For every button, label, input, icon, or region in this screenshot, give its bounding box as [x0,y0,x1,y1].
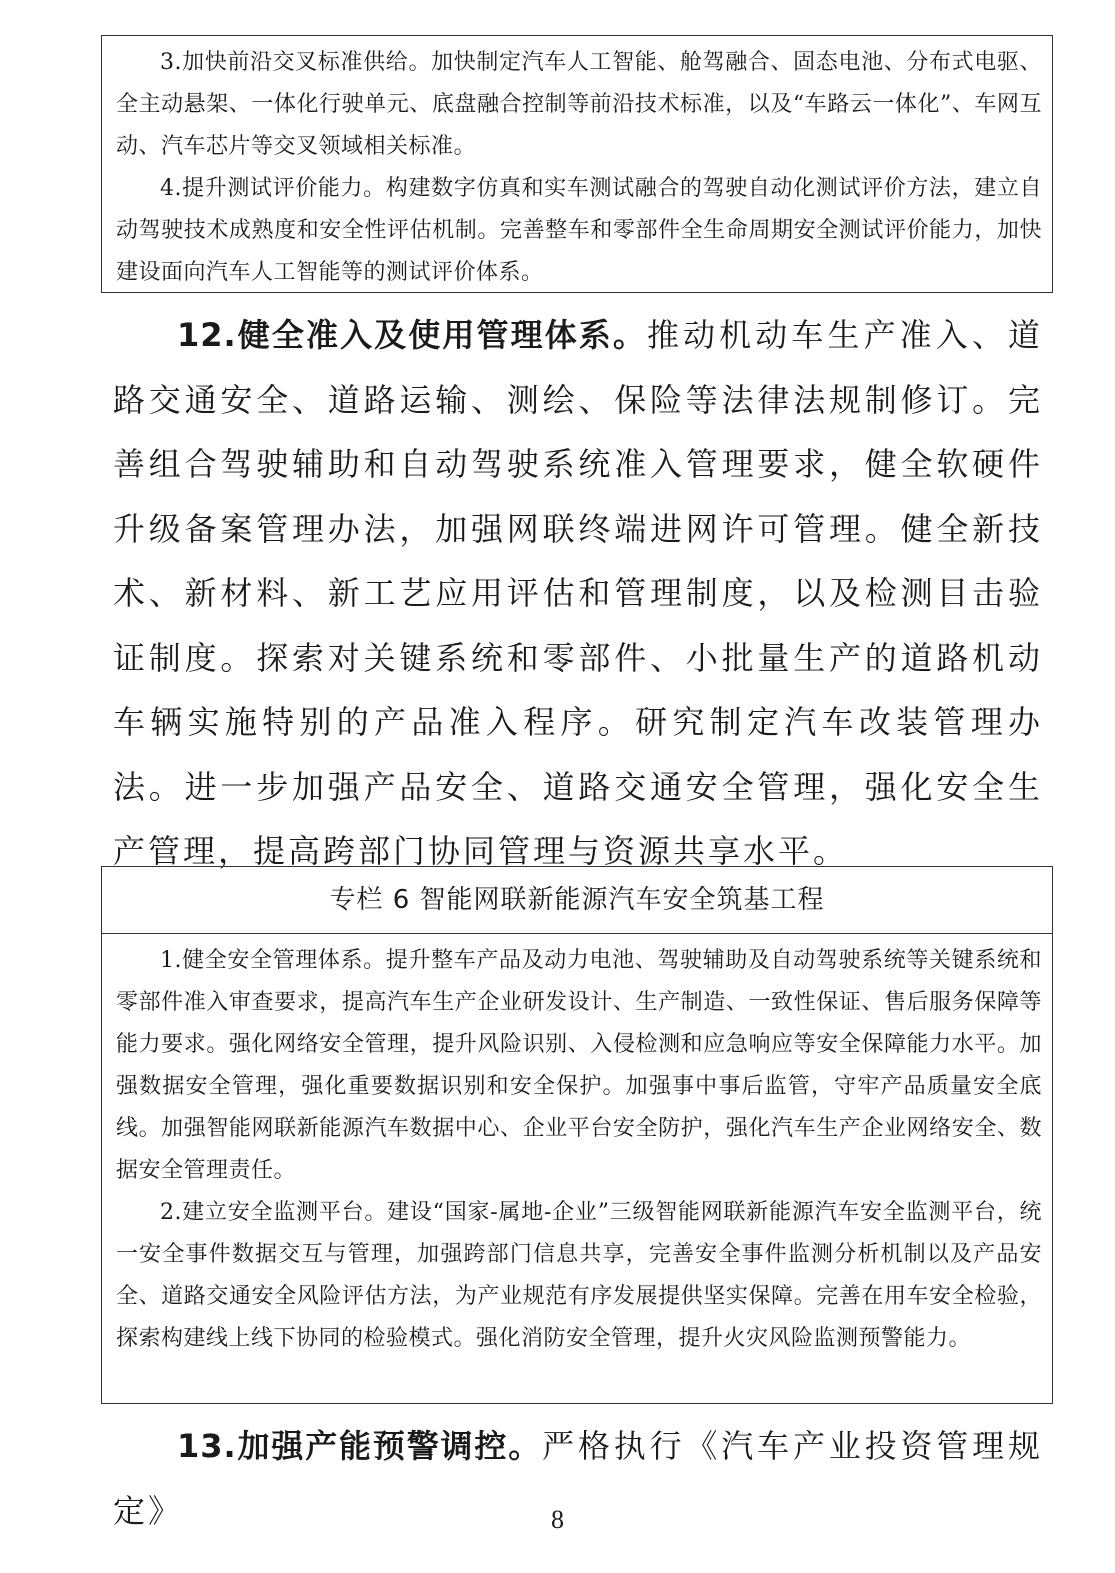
page-number: 8 [551,1505,564,1534]
section-12-paragraph [113,303,1043,884]
box-paragraph-testing-evaluation: 4.提升测试评价能力。构建数字仿真和实车测试融合的驾驶自动化测试评价方法，建立自动驾驶技术成熟度和安全性评估机制。完善整车和零部件全生命周期安全测试评价能力，加快建设面向汽车人工智能等的测试评价体系。 [116,176,1042,285]
column-6-box [101,866,1053,1404]
section-12-text: 推动机动车生产准入、道路交通安全、道路运输、测绘、保险等法律法规制修订。完善组合驾驶辅助和自动驾驶系统准入管理要求，健全软硬件升级备案管理办法，加强网联终端进网许可管理。健全新技术、新材料、新工艺应用评估和管理制度，以及检测目击验证制度。探索对关键系统和零部件、小批量生产的道路机动车辆实施特别的产品准入程序。研究制定汽车改装管理办法。进一步加强产品安全、道路交通安全管理，强化安全生产管理，提高跨部门协同管理与资源共享水平。 [113,316,1043,870]
section-12-heading: 12.健全准入及使用管理体系。 [177,316,647,354]
box-paragraph-frontier-standards: 3.加快前沿交叉标准供给。加快制定汽车人工智能、舱驾融合、固态电池、分布式电驱、全主动悬架、一体化行驶单元、底盘融合控制等前沿技术标准，以及“车路云一体化”、车网互动、汽车芯片等交叉领域相关标准。 [116,50,1042,159]
column-6-title: 专栏 6 智能网联新能源汽车安全筑基工程 [102,867,1052,934]
standards-box [101,35,1053,293]
column-6-paragraph-safety-management: 1.健全安全管理体系。提升整车产品及动力电池、驾驶辅助及自动驾驶系统等关键系统和零部件准入审查要求，提高汽车生产企业研发设计、生产制造、一致性保证、售后服务保障等能力要求。强化网络安全管理，提升风险识别、入侵检测和应急响应等安全保障能力水平。加强数据安全管理，强化重要数据识别和安全保护。加强事中事后监管，守牢产品质量安全底线。加强智能网联新能源汽车数据中心、企业平台安全防护，强化汽车生产企业网络安全、数据安全管理责任。 [116,948,1042,1183]
section-13-heading: 13.加强产能预警调控。 [177,1427,543,1465]
column-6-paragraph-monitoring-platform: 2.建立安全监测平台。建设“国家-属地-企业”三级智能网联新能源汽车安全监测平台，统一安全事件数据交互与管理，加强跨部门信息共享，完善安全事件监测分析机制以及产品安全、道路交通安全风险评估方法，为产业规范有序发展提供坚实保障。完善在用车安全检验，探索构建线上线下协同的检验模式。强化消防安全管理，提升火灾风险监测预警能力。 [116,1200,1042,1351]
column-6-body [102,934,1052,1360]
section-13-text: 严格执行《汽车产业投资管理规定》 [113,1427,1043,1530]
